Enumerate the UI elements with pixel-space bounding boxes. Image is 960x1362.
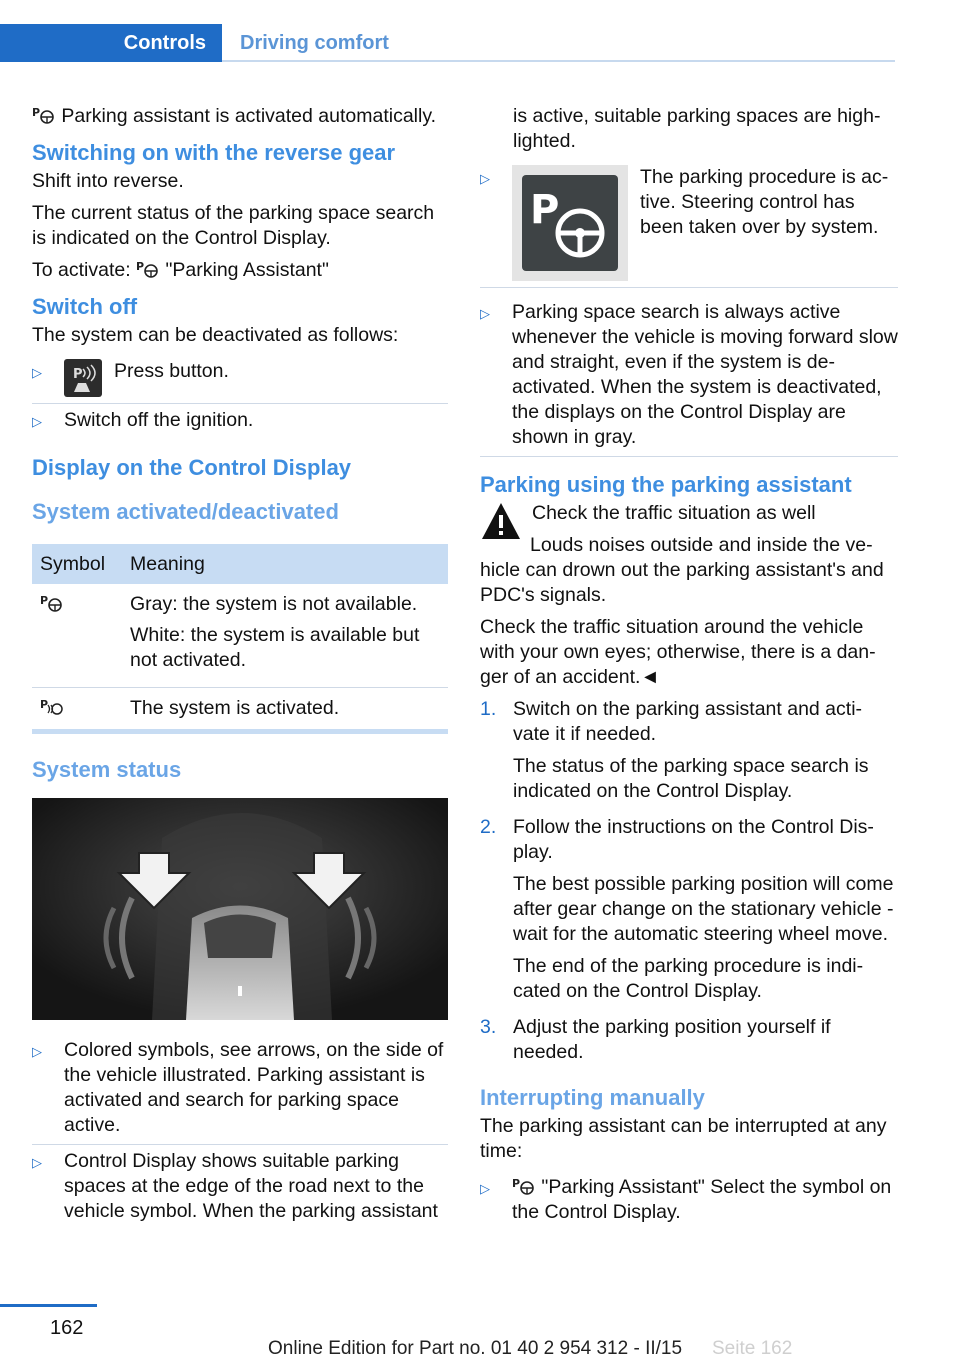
list-item: 3. Adjust the parking position yourself if needed. — [480, 1016, 831, 1063]
bullet-triangle-icon: ▷ — [32, 365, 42, 380]
list-item: ▷ Colored symbols, see arrows, on the side of the vehicle illustrated. Parking assistant is activated and search for parking space active. — [32, 1034, 448, 1145]
parking-procedure-symbol-icon — [512, 165, 628, 281]
intro-line — [32, 104, 448, 129]
edition-footer: Online Edition for Part no. 01 40 2 954 312 - II/15 — [268, 1338, 683, 1359]
bullet-triangle-icon: ▷ — [480, 1181, 490, 1196]
svg-text:P: P — [530, 187, 560, 233]
shift-text: Shift into reverse. — [32, 170, 184, 192]
bullet-triangle-icon: ▷ — [32, 1044, 42, 1059]
list-item: 2. Follow the instructions on the Control Dis-play. The best possible parking position will come after gear change on the stationary vehicle - wait for the automatic steering wheel move. The end of the parking procedure is indi-cated on the Control Display. — [480, 816, 894, 1002]
system-status-image — [32, 798, 448, 1020]
heading-interrupting: Interrupting manually — [480, 1085, 705, 1110]
status-text: The current status of the parking space search is indicated on the Control Display. — [32, 202, 435, 249]
svg-text:P: P — [136, 260, 145, 273]
list-item: ▷ P "Parking Assistant" Select the symbol on the Control Display. — [480, 1176, 892, 1223]
page-number: 162 — [50, 1317, 84, 1339]
bullet-triangle-icon: ▷ — [32, 1155, 42, 1170]
warning-body: Louds noises outside and inside the ve-hicle can drown out the parking assistant's and PDC's signals. — [480, 534, 884, 606]
interrupt-text: The parking assistant can be interrupted at any time: — [480, 1115, 887, 1162]
continued-text: is active, suitable parking spaces are high-lighted. — [513, 105, 881, 152]
parking-assistant-icon — [136, 259, 160, 279]
steps-list — [480, 697, 898, 1072]
status-list — [32, 1034, 448, 1230]
parking-assistant-icon — [32, 105, 56, 125]
activate-line: To activate: P "Parking Assistant" — [32, 259, 329, 281]
table-cell: Gray: the system is not available. — [130, 593, 418, 615]
intro-text: Parking assistant is activated automatically. — [61, 105, 437, 127]
svg-text:P: P — [512, 1177, 521, 1190]
list-item: 1. Switch on the parking assistant and acti-vate it if needed. The status of the parking space search is indicated on the Control Display. — [480, 698, 869, 802]
page-number-rule — [0, 1304, 97, 1307]
parking-assistant-icon — [512, 1176, 536, 1196]
svg-text:P: P — [40, 594, 49, 607]
right-column — [480, 104, 898, 1231]
svg-text:P: P — [40, 698, 49, 711]
warning-title: Check the traffic situation as well — [532, 502, 816, 524]
svg-text:P: P — [32, 106, 41, 119]
symbol-table — [32, 544, 448, 734]
svg-text:P: P — [73, 367, 83, 382]
watermark: Seite 162 — [712, 1338, 793, 1359]
deactivate-text: The system can be deactivated as follows: — [32, 324, 399, 346]
bullet-triangle-icon: ▷ — [480, 306, 490, 321]
table-header-symbol: Symbol — [32, 544, 122, 584]
table-header-meaning: Meaning — [122, 544, 448, 584]
table-row — [32, 584, 448, 688]
switch-off-list — [32, 355, 448, 440]
left-column — [32, 104, 448, 1230]
tab-driving-comfort[interactable]: Driving comfort — [240, 31, 389, 54]
parking-assistant-gray-icon — [40, 593, 64, 613]
list-item: ▷ Control Display shows suitable parking spaces at the edge of the road next to the vehicle symbol. When the parking assistant — [32, 1150, 438, 1222]
tab-controls[interactable]: Controls — [0, 24, 222, 62]
heading-control-display: Display on the Control Display — [32, 455, 352, 480]
heading-system-activated: System activated/deactivated — [32, 499, 339, 524]
table-cell: The system is activated. — [122, 688, 448, 732]
heading-parking-using: Parking using the parking assistant — [480, 472, 852, 497]
bullet-triangle-icon: ▷ — [480, 171, 490, 186]
list-item: ▷ P Press button. — [32, 355, 448, 404]
warning-check: Check the traffic situation around the vehicle with your own eyes; otherwise, there is a dan-ger of an accident.◄ — [480, 616, 876, 688]
bullet-triangle-icon: ▷ — [32, 414, 42, 429]
list-item: ▷ Parking space search is always active whenever the vehicle is moving forward slow and straight, even if the system is de-activated. When the system is deactivated, the displays on the Control Display are shown in gray. — [480, 296, 898, 457]
heading-reverse-gear: Switching on with the reverse gear — [32, 140, 396, 165]
list-item: ▷ P The parking procedure is ac-tive. Steering control has been taken over by system. — [480, 161, 898, 288]
table-cell: White: the system is available but not activated. — [130, 624, 420, 671]
heading-system-status: System status — [32, 757, 182, 782]
table-row — [32, 688, 448, 732]
parking-assistant-active-icon — [40, 697, 64, 717]
parking-button-icon — [64, 359, 102, 397]
list-item: ▷ Switch off the ignition. — [32, 404, 448, 440]
warning-triangle-icon — [480, 501, 522, 541]
heading-switch-off: Switch off — [32, 294, 138, 319]
